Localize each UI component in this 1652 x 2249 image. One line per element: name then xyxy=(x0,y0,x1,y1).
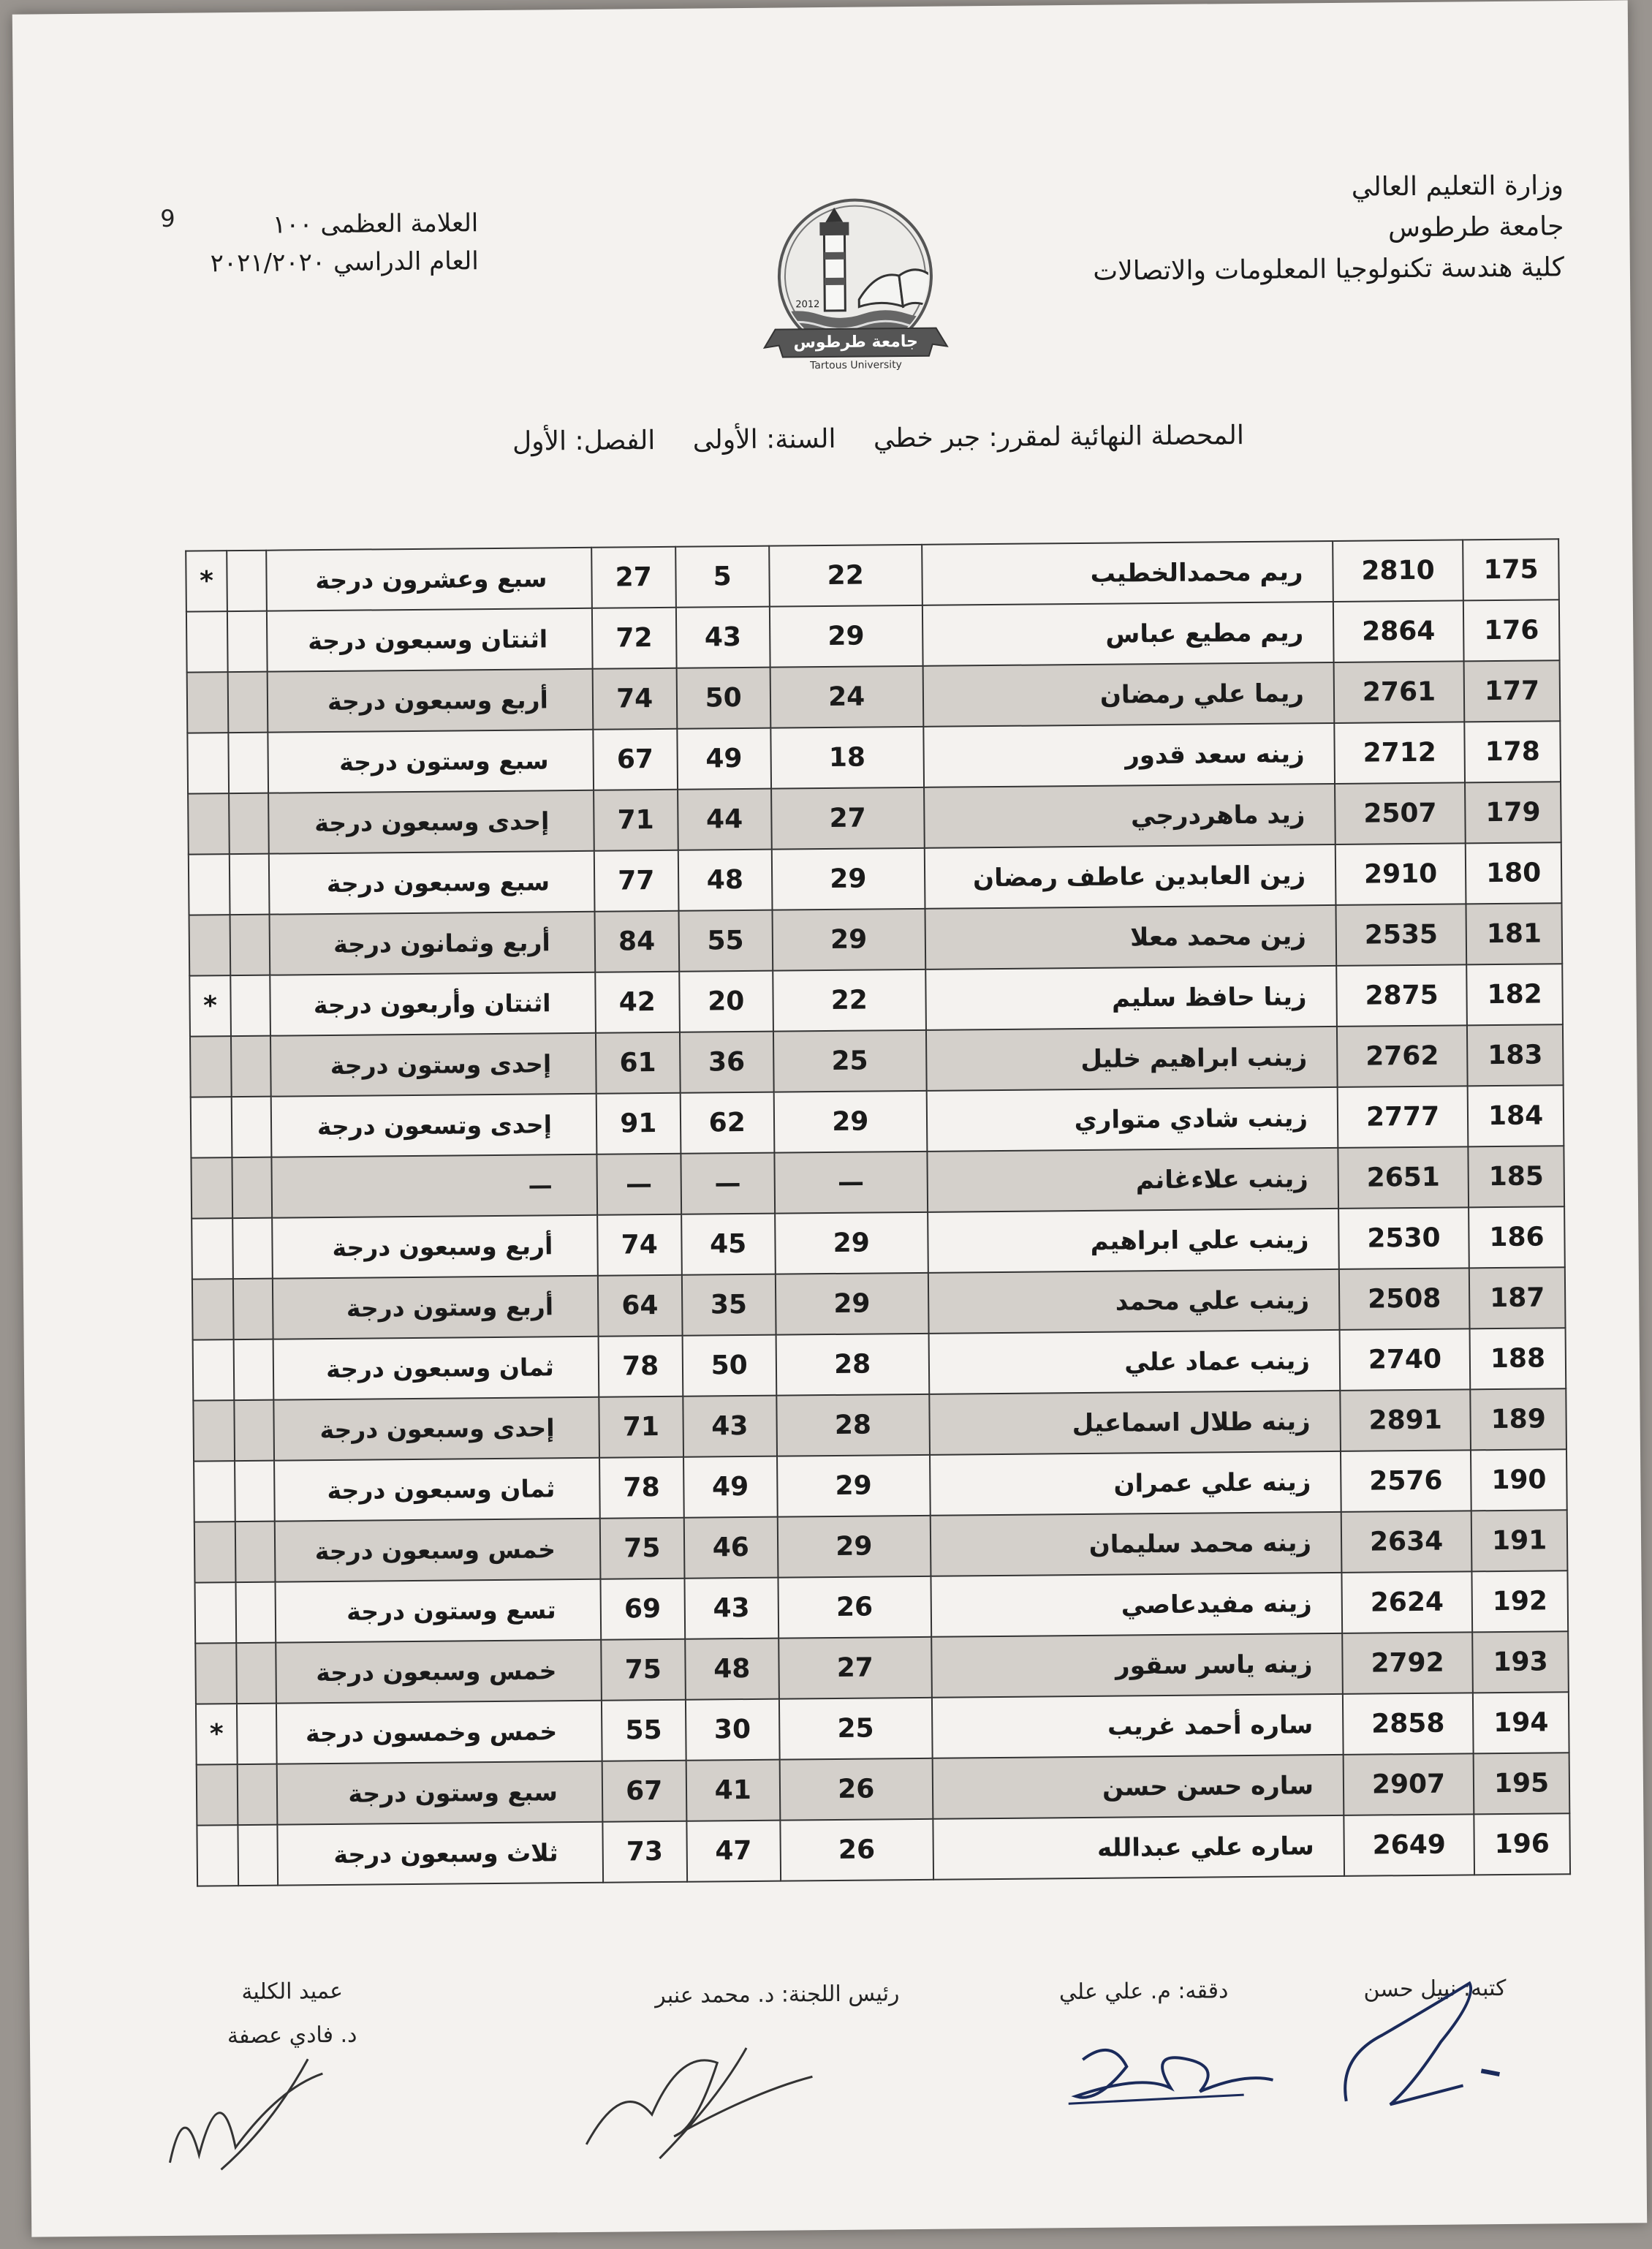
cell-words: ثمان وسبعون درجة xyxy=(274,1458,600,1522)
cell-words: خمس وخمسون درجة xyxy=(276,1701,602,1764)
cell-note xyxy=(188,793,230,854)
cell-id: 2891 xyxy=(1340,1389,1471,1451)
cell-exam: 55 xyxy=(678,910,773,972)
cell-work: 24 xyxy=(770,666,923,728)
cell-name: ريم مطيع عباس xyxy=(922,602,1334,666)
cell-note xyxy=(190,1036,232,1097)
signature-committee: رئيس اللجنة: د. محمد عنبر xyxy=(655,1981,900,2009)
cell-id: 2875 xyxy=(1336,964,1467,1027)
cell-name: زينه ياسر سقور xyxy=(931,1633,1343,1698)
cell-work: 22 xyxy=(769,545,922,607)
cell-id: 2864 xyxy=(1333,600,1464,662)
cell-id: 2712 xyxy=(1334,722,1465,784)
cell-words: — xyxy=(271,1154,597,1218)
cell-total: 78 xyxy=(598,1336,682,1397)
cell-words: أربع وسبعون درجة xyxy=(272,1215,598,1279)
cell-name: زينب ابراهيم خليل xyxy=(926,1027,1338,1091)
cell-work: 28 xyxy=(776,1334,929,1396)
cell-num: 175 xyxy=(1463,539,1559,600)
cell-id: 2740 xyxy=(1340,1328,1471,1391)
cell-total: — xyxy=(596,1154,681,1215)
cell-num: 188 xyxy=(1470,1328,1566,1389)
cell-note: * xyxy=(186,551,227,611)
cell-work: — xyxy=(774,1152,928,1214)
title-term: الفصل: الأول xyxy=(512,426,656,457)
cell-work: 29 xyxy=(772,848,925,910)
cell-work: 29 xyxy=(770,605,923,668)
cell-num: 177 xyxy=(1464,660,1561,722)
cell-name: زينه مفيدعاصي xyxy=(931,1573,1342,1637)
cell-total: 73 xyxy=(602,1821,686,1883)
cell-exam: 50 xyxy=(676,668,770,729)
cell-empty xyxy=(228,672,268,733)
cell-num: 179 xyxy=(1465,782,1561,843)
committee-signature-mark xyxy=(571,2033,836,2166)
cell-exam: — xyxy=(681,1153,775,1214)
cell-work: 28 xyxy=(776,1394,930,1456)
cell-num: 184 xyxy=(1468,1085,1564,1146)
cell-num: 192 xyxy=(1472,1570,1569,1632)
logo-latin-name: Tartous University xyxy=(810,359,903,372)
cell-work: 25 xyxy=(779,1698,933,1760)
cell-note xyxy=(193,1400,235,1461)
cell-empty xyxy=(231,1036,271,1097)
title-course: المحصلة النهائية لمقرر: جبر خطي xyxy=(873,420,1245,454)
cell-id: 2810 xyxy=(1333,540,1463,602)
signature-writer: كتبه: نبيل حسن xyxy=(1363,1975,1507,2003)
cell-exam: 46 xyxy=(683,1517,778,1579)
cell-exam: 45 xyxy=(681,1214,776,1275)
cell-total: 67 xyxy=(593,729,677,790)
cell-words: سبع وستون درجة xyxy=(268,730,594,793)
cell-name: زينب علي ابراهيم xyxy=(928,1209,1339,1273)
cell-empty xyxy=(232,1097,272,1157)
cell-exam: 48 xyxy=(678,850,772,911)
cell-total: 27 xyxy=(591,547,675,608)
page-number: 9 xyxy=(160,204,175,233)
logo-arabic-name: جامعة طرطوس xyxy=(793,332,919,352)
cell-work: 27 xyxy=(771,787,925,850)
cell-work: 26 xyxy=(780,1819,933,1881)
cell-name: زينه علي عمران xyxy=(930,1451,1341,1516)
signature-dean-name: د. فادي عصفة xyxy=(227,2022,357,2049)
cell-total: 77 xyxy=(594,850,678,912)
cell-num: 187 xyxy=(1469,1267,1566,1328)
cell-empty xyxy=(230,975,270,1036)
cell-id: 2535 xyxy=(1335,904,1466,966)
cell-words: خمس وسبعون درجة xyxy=(276,1640,602,1704)
cell-total: 42 xyxy=(595,972,679,1033)
cell-work: 29 xyxy=(777,1455,931,1517)
cell-total: 72 xyxy=(592,608,676,669)
cell-num: 185 xyxy=(1469,1146,1565,1207)
cell-exam: 49 xyxy=(677,728,771,790)
cell-name: زينب علاءغانم xyxy=(927,1148,1338,1212)
cell-exam: 41 xyxy=(686,1760,780,1821)
grades-table xyxy=(185,538,1571,1886)
cell-num: 180 xyxy=(1466,842,1562,904)
cell-exam: 50 xyxy=(682,1335,776,1396)
table-row xyxy=(197,1813,1570,1886)
cell-note xyxy=(193,1339,235,1400)
cell-num: 183 xyxy=(1467,1024,1564,1086)
cell-empty xyxy=(235,1461,275,1522)
cell-total: 71 xyxy=(599,1396,683,1458)
cell-empty xyxy=(232,1218,273,1279)
title-year: السنة: الأولى xyxy=(692,423,836,456)
cell-empty xyxy=(230,915,270,975)
cell-total: 69 xyxy=(600,1579,684,1640)
cell-total: 67 xyxy=(602,1761,686,1822)
cell-num: 186 xyxy=(1469,1206,1565,1268)
cell-total: 71 xyxy=(594,790,678,851)
cell-note: * xyxy=(189,975,231,1036)
cell-name: زينب علي محمد xyxy=(928,1269,1340,1334)
cell-name: ريم محمدالخطيب xyxy=(922,541,1333,605)
cell-num: 182 xyxy=(1466,964,1563,1025)
cell-num: 176 xyxy=(1463,600,1560,661)
document-page xyxy=(12,0,1647,2237)
cell-work: 26 xyxy=(778,1576,931,1638)
cell-exam: 30 xyxy=(686,1699,780,1761)
cell-note xyxy=(187,733,229,793)
cell-empty xyxy=(227,611,268,672)
cell-note: * xyxy=(196,1704,238,1764)
cell-total: 74 xyxy=(592,668,676,730)
cell-note xyxy=(186,611,228,672)
cell-empty xyxy=(230,854,270,915)
cell-total: 75 xyxy=(601,1639,685,1701)
cell-id: 2910 xyxy=(1335,843,1466,905)
cell-num: 191 xyxy=(1471,1510,1568,1571)
institution-header xyxy=(1092,165,1564,292)
cell-note xyxy=(197,1825,238,1886)
cell-num: 193 xyxy=(1472,1631,1569,1693)
cell-exam: 48 xyxy=(685,1638,779,1700)
max-mark: العلامة العظمى ١٠٠ xyxy=(272,208,479,240)
cell-exam: 43 xyxy=(683,1396,777,1457)
university-name: جامعة طرطوس xyxy=(1387,211,1564,243)
cell-exam: 44 xyxy=(678,789,772,850)
logo-year: 2012 xyxy=(795,299,820,311)
cell-num: 196 xyxy=(1474,1813,1570,1875)
cell-work: 29 xyxy=(776,1273,929,1335)
cell-words: إحدى وتسعون درجة xyxy=(271,1094,597,1157)
cell-id: 2651 xyxy=(1338,1146,1469,1209)
cell-words: سبع وعشرون درجة xyxy=(266,548,592,611)
cell-words: سبع وسبعون درجة xyxy=(269,851,595,915)
cell-total: 61 xyxy=(596,1032,680,1094)
cell-exam: 20 xyxy=(679,971,773,1032)
cell-note xyxy=(191,1097,232,1157)
cell-empty xyxy=(234,1400,274,1461)
cell-name: ريما علي رمضان xyxy=(922,662,1334,727)
cell-name: زيد ماهردرجي xyxy=(924,784,1335,848)
cell-id: 2761 xyxy=(1334,661,1465,723)
cell-work: 25 xyxy=(773,1030,927,1092)
cell-empty xyxy=(235,1522,276,1582)
cell-words: أربع وستون درجة xyxy=(273,1276,599,1339)
cell-work: 26 xyxy=(779,1758,933,1821)
cell-id: 2624 xyxy=(1341,1571,1472,1633)
academic-year: العام الدراسي ٢٠٢١/٢٠٢٠ xyxy=(210,246,479,279)
cell-total: 84 xyxy=(594,911,678,972)
cell-num: 178 xyxy=(1464,721,1561,782)
cell-exam: 36 xyxy=(680,1032,774,1093)
cell-total: 74 xyxy=(597,1214,681,1276)
cell-words: ثلاث وسبعون درجة xyxy=(277,1822,603,1886)
cell-num: 190 xyxy=(1471,1449,1567,1511)
cell-empty xyxy=(227,551,267,611)
cell-id: 2530 xyxy=(1338,1207,1469,1269)
cell-note xyxy=(192,1218,233,1279)
cell-note xyxy=(192,1279,234,1339)
cell-note xyxy=(194,1461,235,1522)
cell-note xyxy=(194,1522,236,1582)
dean-signature-mark xyxy=(154,2044,375,2177)
cell-num: 181 xyxy=(1466,903,1563,964)
cell-name: زينه طلال اسماعيل xyxy=(929,1391,1341,1455)
cell-work: 22 xyxy=(773,969,926,1032)
cell-empty xyxy=(232,1157,272,1218)
signature-checker: دققه: م. علي علي xyxy=(1058,1978,1229,2006)
cell-words: إحدى وسبعون درجة xyxy=(273,1397,599,1461)
cell-exam: 43 xyxy=(684,1578,778,1639)
cell-words: اثنتان وسبعون درجة xyxy=(267,608,593,672)
cell-id: 2634 xyxy=(1341,1511,1472,1573)
cell-name: زين محمد معلا xyxy=(925,905,1336,969)
cell-words: إحدى وستون درجة xyxy=(270,1033,596,1097)
cell-empty xyxy=(238,1764,278,1825)
document-title xyxy=(491,420,1244,457)
cell-empty xyxy=(237,1704,277,1764)
checker-signature-mark xyxy=(1053,2022,1288,2126)
cell-note xyxy=(187,672,229,733)
cell-work: 29 xyxy=(778,1516,931,1578)
writer-signature-mark xyxy=(1330,1975,1595,2123)
cell-words: إحدى وسبعون درجة xyxy=(268,790,594,854)
cell-id: 2649 xyxy=(1344,1814,1474,1876)
cell-num: 195 xyxy=(1474,1753,1570,1814)
cell-exam: 62 xyxy=(680,1092,774,1154)
cell-empty xyxy=(228,733,268,793)
cell-num: 194 xyxy=(1473,1692,1569,1753)
cell-empty xyxy=(234,1339,274,1400)
cell-note xyxy=(189,854,230,915)
cell-empty xyxy=(238,1825,278,1886)
cell-total: 55 xyxy=(602,1700,686,1761)
cell-exam: 43 xyxy=(675,607,770,668)
cell-empty xyxy=(233,1279,273,1339)
cell-words: تسع وستون درجة xyxy=(275,1579,601,1643)
cell-words: أربع وسبعون درجة xyxy=(268,669,594,733)
cell-exam: 47 xyxy=(686,1821,781,1882)
cell-exam: 35 xyxy=(681,1274,776,1336)
cell-name: زينه سعد قدور xyxy=(923,723,1335,787)
cell-work: 29 xyxy=(773,1091,927,1153)
cell-empty xyxy=(235,1582,276,1643)
cell-name: زين العابدين عاطف رمضان xyxy=(924,844,1335,909)
cell-work: 18 xyxy=(770,727,924,789)
signature-dean-title: عميد الكلية xyxy=(241,1978,344,2006)
cell-name: زينه محمد سليمان xyxy=(930,1512,1341,1576)
cell-id: 2576 xyxy=(1341,1450,1471,1512)
cell-total: 75 xyxy=(600,1518,684,1579)
cell-name: ساره حسن حسن xyxy=(932,1755,1344,1819)
exam-info-header xyxy=(171,204,479,283)
cell-exam: 49 xyxy=(683,1456,778,1518)
cell-id: 2508 xyxy=(1339,1268,1470,1330)
cell-id: 2858 xyxy=(1343,1693,1474,1755)
cell-note xyxy=(191,1157,232,1218)
cell-id: 2792 xyxy=(1342,1632,1473,1694)
cell-name: زينب عماد علي xyxy=(928,1330,1340,1394)
cell-name: ساره علي عبدالله xyxy=(933,1815,1344,1880)
cell-words: اثنتان وأربعون درجة xyxy=(270,972,596,1036)
cell-name: زينب شادي متواري xyxy=(926,1087,1338,1152)
cell-note xyxy=(189,915,231,975)
cell-note xyxy=(197,1764,238,1825)
cell-work: 27 xyxy=(778,1637,932,1699)
cell-name: ساره أحمد غريب xyxy=(932,1694,1344,1758)
cell-empty xyxy=(229,793,269,854)
cell-num: 189 xyxy=(1470,1388,1566,1450)
cell-id: 2907 xyxy=(1344,1753,1474,1815)
cell-total: 64 xyxy=(598,1275,682,1337)
cell-name: زينا حافظ سليم xyxy=(925,966,1337,1030)
cell-words: ثمان وسبعون درجة xyxy=(273,1337,599,1400)
cell-words: خمس وسبعون درجة xyxy=(275,1519,601,1582)
cell-total: 78 xyxy=(599,1457,683,1519)
cell-words: أربع وثمانون درجة xyxy=(269,912,595,975)
cell-empty xyxy=(236,1643,276,1704)
cell-words: سبع وستون درجة xyxy=(277,1761,603,1825)
cell-exam: 5 xyxy=(675,546,770,608)
cell-note xyxy=(195,1582,237,1643)
ministry-name: وزارة التعليم العالي xyxy=(1351,170,1564,203)
faculty-name: كلية هندسة تكنولوجيا المعلومات والاتصالات xyxy=(1093,252,1565,287)
cell-id: 2507 xyxy=(1335,782,1466,844)
university-logo xyxy=(752,189,958,373)
cell-note xyxy=(195,1643,237,1704)
cell-work: 29 xyxy=(772,909,925,971)
cell-id: 2762 xyxy=(1337,1025,1468,1087)
cell-work: 29 xyxy=(775,1212,928,1274)
cell-id: 2777 xyxy=(1338,1086,1469,1148)
cell-total: 91 xyxy=(596,1093,681,1154)
